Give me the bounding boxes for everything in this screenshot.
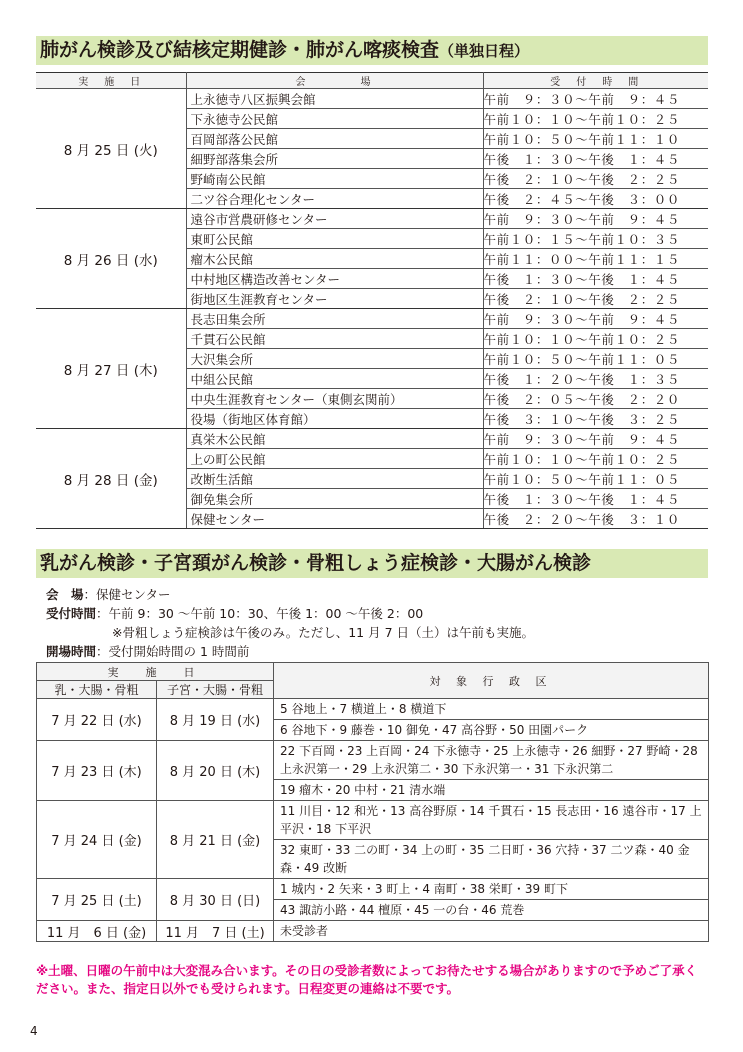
- time-cell: 午前１０：１０～午前１０：２５: [483, 109, 708, 129]
- section2-title-bar: [36, 549, 708, 578]
- time-cell: 午前 ９：３０～午前 ９：４５: [483, 429, 708, 449]
- venue-cell: 東町公民館: [186, 229, 483, 249]
- district-cell: 6 谷地下・9 藤巻・10 御免・47 高谷野・50 田園パーク: [274, 720, 709, 741]
- table-row: [36, 309, 708, 329]
- venue-cell: 大沢集会所: [186, 349, 483, 369]
- district-cell: 11 川目・12 和光・13 高谷野原・14 千貫石・15 長志田・16 遠谷市・17 上平沢・18 下平沢: [274, 801, 709, 840]
- venue-cell: 中組公民館: [186, 369, 483, 389]
- time-cell: 午後 ２：１０～午後 ２：２５: [483, 169, 708, 189]
- header-implementation-date: 実 施 日: [37, 663, 274, 681]
- venue-cell: 千貫石公民館: [186, 329, 483, 349]
- venue-cell: 遠谷市営農研修センター: [186, 209, 483, 229]
- header-col2: 子宮・大腸・骨粗: [157, 681, 274, 699]
- district-cell: 43 諏訪小路・44 檀原・45 一の台・46 荒巻: [274, 900, 709, 921]
- district-cell: 32 東町・33 二の町・34 上の町・35 二日町・36 穴持・37 二ツ森・40 金森・49 改断: [274, 840, 709, 879]
- date-col1-cell: 7 月 24 日 (金): [37, 801, 157, 879]
- table-row: [36, 209, 708, 229]
- reception-note: ※骨粗しょう症検診は午後のみ。ただし、11 月 7 日（土）は午前も実施。: [112, 625, 535, 640]
- reception-line: [46, 604, 423, 622]
- date-cell: 8 月 28 日 (金): [36, 429, 186, 529]
- section1-subtitle: （単独日程）: [439, 42, 530, 60]
- venue-cell: 上の町公民館: [186, 449, 483, 469]
- venue-cell: 街地区生涯教育センター: [186, 289, 483, 309]
- venue-cell: 改断生活館: [186, 469, 483, 489]
- header-venue: 会 場: [186, 73, 483, 89]
- venue-value: ：保健センター: [83, 587, 171, 602]
- venue-cell: 中央生涯教育センター（東側玄関前）: [186, 389, 483, 409]
- venue-line: [46, 585, 171, 603]
- time-cell: 午後 ２：４５～午後 ３：００: [483, 189, 708, 209]
- district-cell: 19 瘤木・20 中村・21 清水端: [274, 780, 709, 801]
- section1-title: 肺がん検診及び結核定期健診・肺がん喀痰検査: [40, 39, 440, 61]
- district-cell: 1 城内・2 矢来・3 町上・4 南町・38 栄町・39 町下: [274, 879, 709, 900]
- section1-title-bar: [36, 36, 708, 65]
- opening-line: [46, 642, 249, 660]
- schedule-row: [37, 801, 709, 840]
- table-row: [36, 89, 708, 109]
- time-cell: 午後 １：３０～午後 １：４５: [483, 149, 708, 169]
- venue-cell: 野崎南公民館: [186, 169, 483, 189]
- date-col2-cell: 11 月 7 日 (土): [157, 921, 274, 942]
- time-cell: 午前１０：１０～午前１０：２５: [483, 329, 708, 349]
- date-col2-cell: 8 月 30 日 (日): [157, 879, 274, 921]
- date-cell: 8 月 25 日 (火): [36, 89, 186, 209]
- time-cell: 午前１０：５０～午前１１：１０: [483, 129, 708, 149]
- time-cell: 午後 ２：２０～午後 ３：１０: [483, 509, 708, 529]
- district-cell: 22 下百岡・23 上百岡・24 下永徳寺・25 上永徳寺・26 細野・27 野崎・28 上永沢第一・29 上永沢第二・30 下永沢第一・31 下永沢第二: [274, 741, 709, 780]
- time-cell: 午後 １：３０～午後 １：４５: [483, 489, 708, 509]
- schedule-row: [37, 741, 709, 780]
- date-cell: 8 月 27 日 (木): [36, 309, 186, 429]
- page-number: 4: [30, 1024, 38, 1038]
- time-cell: 午前 ９：３０～午前 ９：４５: [483, 89, 708, 109]
- time-cell: 午後 １：２０～午後 １：３５: [483, 369, 708, 389]
- date-col2-cell: 8 月 20 日 (木): [157, 741, 274, 801]
- date-col2-cell: 8 月 19 日 (水): [157, 699, 274, 741]
- time-cell: 午前１０：１０～午前１０：２５: [483, 449, 708, 469]
- opening-value: ：受付開始時間の 1 時間前: [96, 644, 250, 659]
- time-cell: 午後 ３：１０～午後 ３：２５: [483, 409, 708, 429]
- reception-value: ：午前 9：30 ～午前 10：30、午後 1：00 ～午後 2：00: [96, 606, 424, 621]
- time-cell: 午後 １：３０～午後 １：４５: [483, 269, 708, 289]
- time-cell: 午前 ９：３０～午前 ９：４５: [483, 209, 708, 229]
- reception-label: 受付時間: [46, 606, 97, 621]
- schedule-row: [37, 879, 709, 900]
- cancer-screening-table: [36, 662, 709, 942]
- date-col1-cell: 7 月 22 日 (水): [37, 699, 157, 741]
- date-col1-cell: 7 月 23 日 (木): [37, 741, 157, 801]
- time-cell: 午前１１：００～午前１１：１５: [483, 249, 708, 269]
- venue-cell: 上永徳寺八区振興会館: [186, 89, 483, 109]
- venue-cell: 瘤木公民館: [186, 249, 483, 269]
- header-target-district: 対 象 行 政 区: [274, 663, 709, 699]
- schedule-row: [37, 921, 709, 942]
- lung-screening-table: [36, 72, 708, 529]
- section2-title: 乳がん検診・子宮頚がん検診・骨粗しょう症検診・大腸がん検診: [40, 552, 592, 574]
- venue-cell: 百岡部落公民館: [186, 129, 483, 149]
- venue-cell: 細野部落集会所: [186, 149, 483, 169]
- time-cell: 午前１０：５０～午前１１：０５: [483, 349, 708, 369]
- time-cell: 午前１０：１５～午前１０：３５: [483, 229, 708, 249]
- time-cell: 午前 ９：３０～午前 ９：４５: [483, 309, 708, 329]
- header-time: 受 付 時 間: [483, 73, 708, 89]
- district-cell: 5 谷地上・7 横道上・8 横道下: [274, 699, 709, 720]
- time-cell: 午前１０：５０～午前１１：０５: [483, 469, 708, 489]
- venue-cell: 二ツ谷合理化センター: [186, 189, 483, 209]
- venue-cell: 中村地区構造改善センター: [186, 269, 483, 289]
- venue-cell: 御免集会所: [186, 489, 483, 509]
- venue-cell: 長志田集会所: [186, 309, 483, 329]
- time-cell: 午後 ２：０５～午後 ２：２０: [483, 389, 708, 409]
- table-row: [36, 429, 708, 449]
- venue-cell: 真栄木公民館: [186, 429, 483, 449]
- time-cell: 午後 ２：１０～午後 ２：２５: [483, 289, 708, 309]
- header-date: 実 施 日: [36, 73, 186, 89]
- venue-label: 会 場: [46, 587, 84, 602]
- table-header-row: [36, 73, 708, 89]
- footnote: ※土曜、日曜の午前中は大変混み合います。その日の受診者数によってお待たせする場合がありますので予めご了承ください。また、指定日以外でも受けられます。日程変更の連絡は不要です。: [36, 963, 698, 996]
- venue-cell: 下永徳寺公民館: [186, 109, 483, 129]
- district-cell: 未受診者: [274, 921, 709, 942]
- opening-label: 開場時間: [46, 644, 97, 659]
- header-col1: 乳・大腸・骨粗: [37, 681, 157, 699]
- date-col1-cell: 11 月 6 日 (金): [37, 921, 157, 942]
- date-col1-cell: 7 月 25 日 (土): [37, 879, 157, 921]
- venue-cell: 保健センター: [186, 509, 483, 529]
- schedule-row: [37, 699, 709, 720]
- venue-cell: 役場（街地区体育館）: [186, 409, 483, 429]
- date-col2-cell: 8 月 21 日 (金): [157, 801, 274, 879]
- date-cell: 8 月 26 日 (水): [36, 209, 186, 309]
